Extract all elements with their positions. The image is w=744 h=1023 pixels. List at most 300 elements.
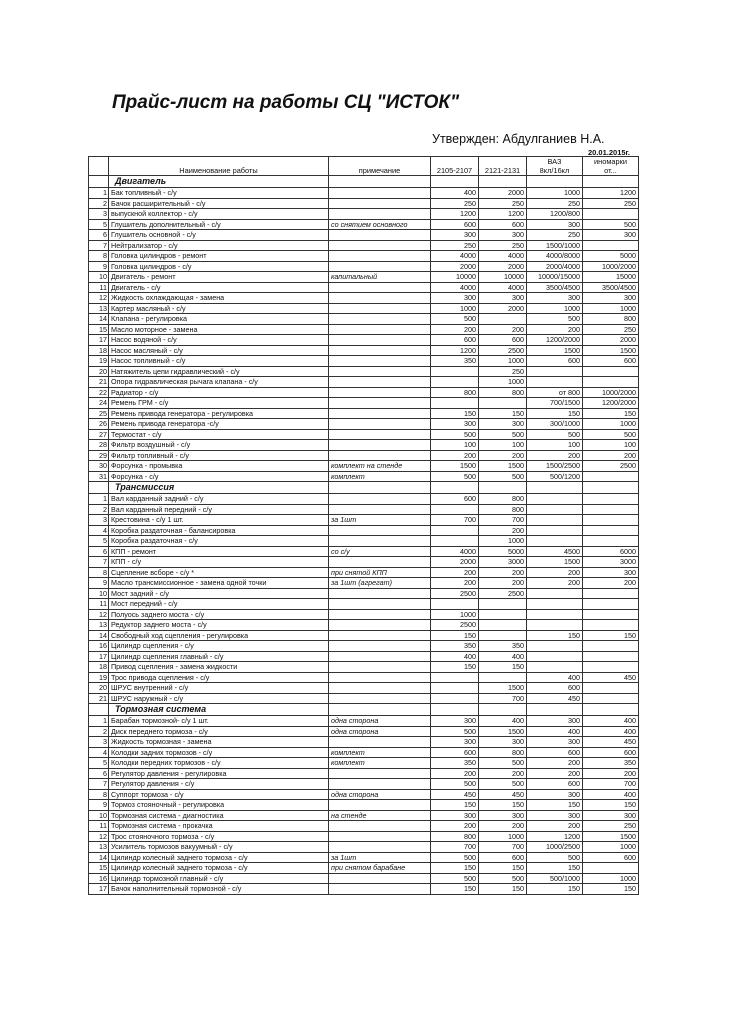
price-vaz: 200	[527, 768, 583, 779]
price-foreign	[583, 693, 639, 704]
price-2121-2131: 1500	[479, 683, 527, 694]
row-number: 13	[89, 620, 109, 631]
work-note	[329, 831, 431, 842]
work-name: ШРУС внутренний - с/у	[109, 683, 329, 694]
table-row	[89, 588, 639, 599]
table-row	[89, 630, 639, 641]
work-name: Барабан тормозной- с/у 1 шт.	[109, 716, 329, 727]
price-2105-2107: 500	[431, 429, 479, 440]
price-2121-2131: 1500	[479, 461, 527, 472]
work-note	[329, 662, 431, 673]
price-2105-2107: 300	[431, 716, 479, 727]
price-vaz: 1200	[527, 831, 583, 842]
price-foreign	[583, 494, 639, 505]
price-2121-2131	[479, 609, 527, 620]
table-row	[89, 831, 639, 842]
work-note	[329, 536, 431, 547]
price-foreign	[583, 366, 639, 377]
work-name: Колодки задних тормозов - с/у	[109, 747, 329, 758]
work-note	[329, 240, 431, 251]
row-number: 8	[89, 567, 109, 578]
price-2105-2107: 600	[431, 335, 479, 346]
price-2105-2107	[431, 504, 479, 515]
price-foreign: 2500	[583, 461, 639, 472]
price-2105-2107: 150	[431, 863, 479, 874]
work-name: Крестовина - с/у 1 шт.	[109, 515, 329, 526]
table-row	[89, 609, 639, 620]
work-name: Мост передний - с/у	[109, 599, 329, 610]
price-foreign: 150	[583, 800, 639, 811]
table-row	[89, 251, 639, 262]
table-row	[89, 461, 639, 472]
price-vaz: 1500/1000	[527, 240, 583, 251]
price-2105-2107: 1200	[431, 345, 479, 356]
price-2121-2131: 100	[479, 440, 527, 451]
price-2121-2131: 1200	[479, 209, 527, 220]
work-note	[329, 387, 431, 398]
table-row	[89, 641, 639, 652]
work-note: одна сторона	[329, 789, 431, 800]
price-2121-2131: 800	[479, 747, 527, 758]
price-2121-2131: 200	[479, 567, 527, 578]
work-name: Насос водяной - с/у	[109, 335, 329, 346]
price-foreign: 250	[583, 821, 639, 832]
price-2105-2107: 500	[431, 314, 479, 325]
price-vaz: 300/1000	[527, 419, 583, 430]
price-2121-2131: 300	[479, 230, 527, 241]
table-row	[89, 398, 639, 409]
price-vaz: 3500/4500	[527, 282, 583, 293]
work-note	[329, 672, 431, 683]
work-name: Коробка раздаточная - балансировка	[109, 525, 329, 536]
price-vaz	[527, 536, 583, 547]
table-row	[89, 873, 639, 884]
price-2105-2107	[431, 536, 479, 547]
row-number: 8	[89, 251, 109, 262]
work-name: Трос привода сцепления - с/у	[109, 672, 329, 683]
price-2105-2107: 700	[431, 515, 479, 526]
price-foreign	[583, 609, 639, 620]
work-name: Масло трансмиссионное - замена одной точки	[109, 578, 329, 589]
price-2105-2107: 350	[431, 356, 479, 367]
work-note	[329, 366, 431, 377]
work-note	[329, 683, 431, 694]
price-2121-2131: 4000	[479, 251, 527, 262]
price-2105-2107: 500	[431, 852, 479, 863]
price-2121-2131: 200	[479, 768, 527, 779]
price-2121-2131: 300	[479, 293, 527, 304]
table-row	[89, 429, 639, 440]
price-foreign: 250	[583, 324, 639, 335]
price-2105-2107: 100	[431, 440, 479, 451]
price-foreign: 600	[583, 747, 639, 758]
price-2121-2131: 600	[479, 219, 527, 230]
row-number: 6	[89, 546, 109, 557]
price-2121-2131	[479, 314, 527, 325]
work-note: при снятом барабане	[329, 863, 431, 874]
price-foreign: 1200	[583, 188, 639, 199]
work-name: Вал карданный задний - с/у	[109, 494, 329, 505]
work-name: Головка цилиндров - ремонт	[109, 251, 329, 262]
work-name: Бачок расширительный - с/у	[109, 198, 329, 209]
price-foreign	[583, 504, 639, 515]
price-2121-2131	[479, 599, 527, 610]
price-vaz: 500	[527, 852, 583, 863]
approved-by: Утвержден: Абдулганиев Н.А.	[432, 132, 605, 146]
price-vaz: 450	[527, 693, 583, 704]
price-2105-2107: 250	[431, 240, 479, 251]
row-number: 27	[89, 429, 109, 440]
price-2121-2131: 2000	[479, 303, 527, 314]
work-note	[329, 440, 431, 451]
price-foreign: 350	[583, 758, 639, 769]
price-2105-2107: 500	[431, 779, 479, 790]
price-2105-2107: 600	[431, 747, 479, 758]
work-name: Жидкость тормозная - замена	[109, 737, 329, 748]
price-vaz: 400	[527, 672, 583, 683]
price-2105-2107: 600	[431, 494, 479, 505]
work-note	[329, 693, 431, 704]
work-note	[329, 303, 431, 314]
work-name: Клапана - регулировка	[109, 314, 329, 325]
table-row	[89, 303, 639, 314]
price-foreign	[583, 515, 639, 526]
work-note	[329, 377, 431, 388]
price-vaz: 10000/15000	[527, 272, 583, 283]
price-2121-2131: 250	[479, 198, 527, 209]
price-vaz: 2000/4000	[527, 261, 583, 272]
row-number: 13	[89, 303, 109, 314]
work-name: Тормозная система - диагностика	[109, 810, 329, 821]
row-number: 31	[89, 471, 109, 482]
price-foreign: 3500/4500	[583, 282, 639, 293]
price-2105-2107: 200	[431, 821, 479, 832]
price-2105-2107	[431, 683, 479, 694]
work-note	[329, 324, 431, 335]
table-row	[89, 272, 639, 283]
price-2105-2107: 500	[431, 471, 479, 482]
table-row	[89, 408, 639, 419]
work-name: Двигатель - ремонт	[109, 272, 329, 283]
price-foreign: 1500	[583, 831, 639, 842]
price-2105-2107: 500	[431, 726, 479, 737]
price-vaz: 500	[527, 429, 583, 440]
price-2105-2107: 200	[431, 567, 479, 578]
table-row	[89, 324, 639, 335]
price-vaz: 250	[527, 198, 583, 209]
work-name: Полуось заднего моста - с/у	[109, 609, 329, 620]
price-2121-2131: 150	[479, 408, 527, 419]
header-note: примечание	[329, 157, 431, 176]
price-2121-2131	[479, 630, 527, 641]
price-vaz: 1500	[527, 345, 583, 356]
price-foreign: 1000/2000	[583, 387, 639, 398]
work-note	[329, 345, 431, 356]
work-note	[329, 525, 431, 536]
price-foreign: 1000/2000	[583, 261, 639, 272]
price-2121-2131: 500	[479, 873, 527, 884]
price-2121-2131: 700	[479, 842, 527, 853]
price-2121-2131: 600	[479, 335, 527, 346]
price-2105-2107: 800	[431, 387, 479, 398]
work-note: за 1шт (агрегат)	[329, 578, 431, 589]
price-vaz: 1500	[527, 557, 583, 568]
price-vaz: 150	[527, 863, 583, 874]
price-2105-2107: 200	[431, 578, 479, 589]
table-row	[89, 599, 639, 610]
price-2105-2107: 150	[431, 662, 479, 673]
price-vaz	[527, 588, 583, 599]
work-name: Ремень привода генератора -с/у	[109, 419, 329, 430]
price-2105-2107: 4000	[431, 251, 479, 262]
price-vaz: 600	[527, 779, 583, 790]
table-row	[89, 219, 639, 230]
price-foreign: 1500	[583, 345, 639, 356]
price-vaz: 500/1200	[527, 471, 583, 482]
table-row	[89, 345, 639, 356]
price-2121-2131	[479, 620, 527, 631]
table-row	[89, 282, 639, 293]
row-number: 20	[89, 366, 109, 377]
row-number: 30	[89, 461, 109, 472]
price-2121-2131	[479, 398, 527, 409]
section-row	[89, 176, 639, 188]
table-row	[89, 726, 639, 737]
table-row	[89, 525, 639, 536]
price-vaz: 300	[527, 219, 583, 230]
table-row	[89, 504, 639, 515]
price-2121-2131: 150	[479, 662, 527, 673]
work-name: Форсунка - промывка	[109, 461, 329, 472]
price-vaz: 150	[527, 800, 583, 811]
work-note	[329, 630, 431, 641]
price-vaz	[527, 651, 583, 662]
price-2105-2107: 300	[431, 737, 479, 748]
price-foreign: 400	[583, 789, 639, 800]
price-vaz: 200	[527, 821, 583, 832]
work-name: Глушитель дополнительный - с/у	[109, 219, 329, 230]
work-note: со с/у	[329, 546, 431, 557]
table-row	[89, 567, 639, 578]
row-number: 1	[89, 716, 109, 727]
price-2121-2131: 3000	[479, 557, 527, 568]
price-2105-2107: 450	[431, 789, 479, 800]
row-number: 26	[89, 419, 109, 430]
price-2105-2107: 300	[431, 293, 479, 304]
price-2121-2131: 300	[479, 810, 527, 821]
row-number: 6	[89, 230, 109, 241]
price-foreign: 2000	[583, 335, 639, 346]
row-number: 29	[89, 450, 109, 461]
work-name: Усилитель тормозов вакуумный - с/у	[109, 842, 329, 853]
price-2121-2131: 150	[479, 863, 527, 874]
header-vaz: ВАЗ 8кл/16кл	[527, 157, 583, 176]
table-row	[89, 747, 639, 758]
price-2105-2107: 200	[431, 768, 479, 779]
section-row	[89, 704, 639, 716]
work-note	[329, 620, 431, 631]
price-2121-2131: 200	[479, 324, 527, 335]
price-2121-2131: 2000	[479, 261, 527, 272]
table-row	[89, 737, 639, 748]
price-2105-2107: 300	[431, 230, 479, 241]
price-vaz	[527, 504, 583, 515]
work-name: Суппорт тормоза - с/у	[109, 789, 329, 800]
price-vaz	[527, 377, 583, 388]
price-foreign	[583, 240, 639, 251]
price-vaz: 150	[527, 630, 583, 641]
row-number: 1	[89, 188, 109, 199]
work-name: Ремень ГРМ - с/у	[109, 398, 329, 409]
row-number: 9	[89, 800, 109, 811]
price-foreign: 250	[583, 198, 639, 209]
price-2121-2131: 2500	[479, 345, 527, 356]
price-vaz	[527, 641, 583, 652]
price-vaz: 300	[527, 810, 583, 821]
work-name: Глушитель основной - с/у	[109, 230, 329, 241]
price-2105-2107: 400	[431, 651, 479, 662]
price-2121-2131: 450	[479, 789, 527, 800]
work-name: Насос масляный - с/у	[109, 345, 329, 356]
work-name: Бачок наполнительный тормозной - с/у	[109, 884, 329, 895]
table-row	[89, 800, 639, 811]
price-2121-2131: 200	[479, 525, 527, 536]
row-number: 11	[89, 821, 109, 832]
work-note: комплект	[329, 758, 431, 769]
row-number: 8	[89, 789, 109, 800]
price-vaz	[527, 525, 583, 536]
price-foreign	[583, 620, 639, 631]
work-note	[329, 842, 431, 853]
price-foreign: 100	[583, 440, 639, 451]
price-2105-2107	[431, 599, 479, 610]
price-2105-2107: 2500	[431, 588, 479, 599]
row-number: 7	[89, 240, 109, 251]
row-number: 12	[89, 293, 109, 304]
row-number: 21	[89, 693, 109, 704]
price-foreign: 600	[583, 356, 639, 367]
work-note	[329, 651, 431, 662]
table-row	[89, 188, 639, 199]
price-vaz: 200	[527, 567, 583, 578]
row-number: 19	[89, 356, 109, 367]
price-foreign: 1200/2000	[583, 398, 639, 409]
price-2121-2131: 200	[479, 450, 527, 461]
price-vaz: 4000/8000	[527, 251, 583, 262]
price-vaz: 300	[527, 789, 583, 800]
work-note	[329, 494, 431, 505]
price-2105-2107: 350	[431, 758, 479, 769]
work-name: Фильтр воздушный - с/у	[109, 440, 329, 451]
section-title: Трансмиссия	[109, 482, 329, 494]
work-note	[329, 261, 431, 272]
price-vaz: 1200/2000	[527, 335, 583, 346]
table-row	[89, 884, 639, 895]
table-row	[89, 209, 639, 220]
row-number: 2	[89, 198, 109, 209]
work-name: Жидкость охлаждающая - замена	[109, 293, 329, 304]
price-foreign	[583, 599, 639, 610]
table-row	[89, 387, 639, 398]
work-note	[329, 230, 431, 241]
row-number: 18	[89, 345, 109, 356]
row-number: 11	[89, 282, 109, 293]
table-row	[89, 293, 639, 304]
price-2121-2131: 250	[479, 240, 527, 251]
price-vaz: 700/1500	[527, 398, 583, 409]
price-2121-2131: 1000	[479, 831, 527, 842]
work-note	[329, 450, 431, 461]
price-2121-2131: 800	[479, 494, 527, 505]
header-2121-2131: 2121-2131	[479, 157, 527, 176]
price-2121-2131: 2000	[479, 188, 527, 199]
table-row	[89, 546, 639, 557]
price-foreign: 3000	[583, 557, 639, 568]
work-note	[329, 419, 431, 430]
price-2105-2107: 700	[431, 842, 479, 853]
work-note	[329, 768, 431, 779]
row-number: 28	[89, 440, 109, 451]
work-note: за 1шт	[329, 515, 431, 526]
table-row	[89, 863, 639, 874]
price-vaz	[527, 599, 583, 610]
price-vaz: 1000/2500	[527, 842, 583, 853]
price-2121-2131: 1000	[479, 536, 527, 547]
page-title: Прайс-лист на работы СЦ "ИСТОК"	[112, 92, 460, 113]
price-foreign: 700	[583, 779, 639, 790]
price-2105-2107: 4000	[431, 546, 479, 557]
row-number: 21	[89, 377, 109, 388]
price-foreign: 300	[583, 567, 639, 578]
row-number: 17	[89, 335, 109, 346]
row-number: 9	[89, 578, 109, 589]
price-2105-2107: 800	[431, 831, 479, 842]
row-number: 22	[89, 387, 109, 398]
row-number: 15	[89, 324, 109, 335]
price-2105-2107: 2000	[431, 261, 479, 272]
price-vaz: 150	[527, 408, 583, 419]
row-number: 16	[89, 641, 109, 652]
header-num	[89, 157, 109, 176]
section-title: Тормозная система	[109, 704, 329, 716]
price-vaz: от 800	[527, 387, 583, 398]
price-2105-2107	[431, 693, 479, 704]
table-row	[89, 261, 639, 272]
work-note	[329, 884, 431, 895]
price-vaz: 1000	[527, 188, 583, 199]
price-2105-2107: 1500	[431, 461, 479, 472]
price-vaz: 250	[527, 230, 583, 241]
row-number: 2	[89, 726, 109, 737]
price-2105-2107: 150	[431, 800, 479, 811]
work-name: Термостат - с/у	[109, 429, 329, 440]
row-number: 25	[89, 408, 109, 419]
work-name: Колодки передних тормозов - с/у	[109, 758, 329, 769]
section-row	[89, 482, 639, 494]
table-row	[89, 240, 639, 251]
price-vaz: 1000	[527, 303, 583, 314]
price-2105-2107: 2000	[431, 557, 479, 568]
price-2105-2107: 300	[431, 810, 479, 821]
work-name: Коробка раздаточная - с/у	[109, 536, 329, 547]
table-row	[89, 377, 639, 388]
price-vaz: 600	[527, 747, 583, 758]
row-number: 10	[89, 588, 109, 599]
table-row	[89, 620, 639, 631]
work-name: Картер масляный - с/у	[109, 303, 329, 314]
row-number: 10	[89, 272, 109, 283]
table-row	[89, 779, 639, 790]
